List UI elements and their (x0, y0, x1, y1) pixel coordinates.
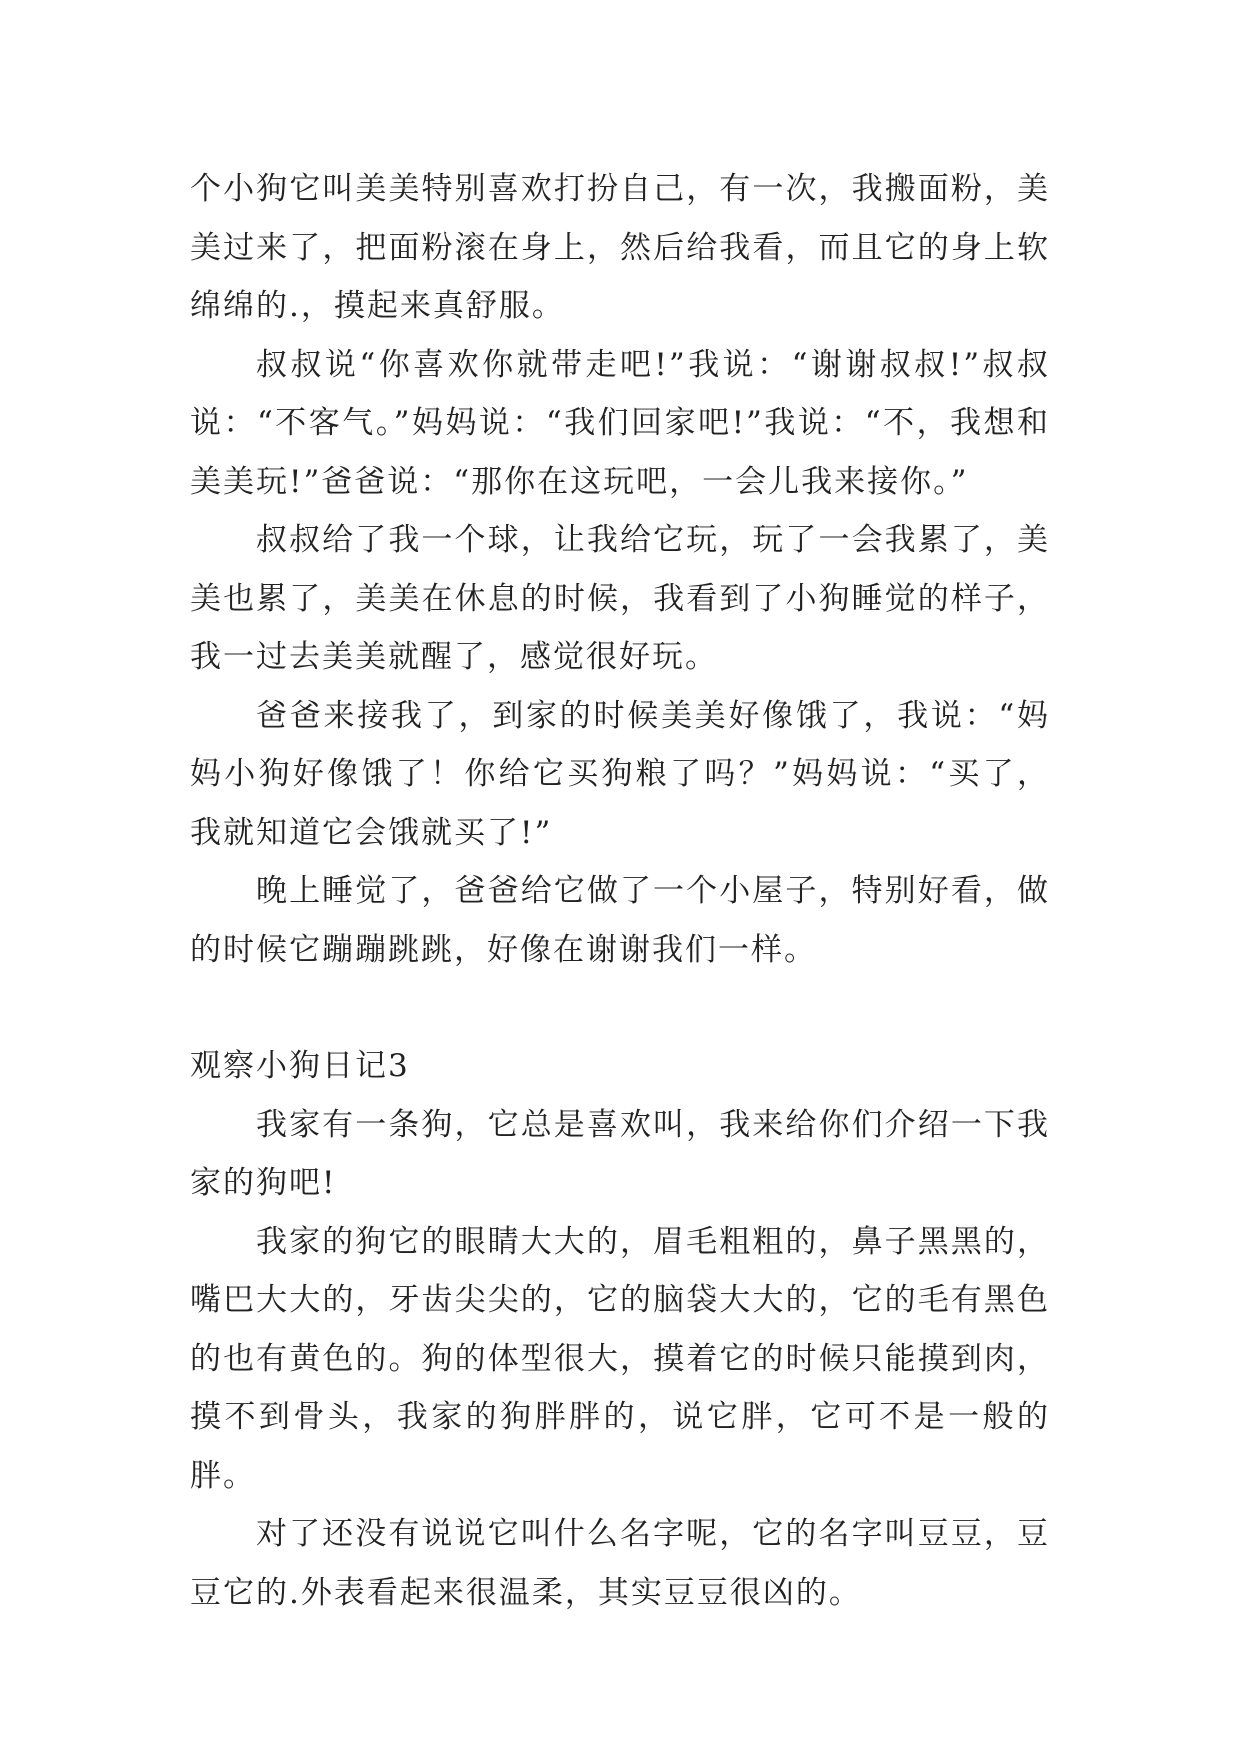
document-body (190, 160, 1050, 1622)
section-heading: 观察小狗日记3 (190, 1048, 410, 1084)
paragraph-little-house: 晚上睡觉了，爸爸给它做了一个小屋子，特别好看，做的时候它蹦蹦跳跳，好像在谢谢我们一样。 (190, 873, 1050, 968)
paragraph-intro-dog: 我家有一条狗，它总是喜欢叫，我来给你们介绍一下我家的狗吧! (190, 1106, 1050, 1201)
paragraph-dog-hungry: 爸爸来接我了，到家的时候美美好像饿了，我说：“妈妈小狗好像饿了！你给它买狗粮了吗？”妈妈说：“买了，我就知道它会饿就买了!” (190, 697, 1050, 851)
paragraph-dog-appearance: 我家的狗它的眼睛大大的，眉毛粗粗的，鼻子黑黑的，嘴巴大大的，牙齿尖尖的，它的脑袋大大的，它的毛有黑色的也有黄色的。狗的体型很大，摸着它的时候只能摸到肉，摸不到骨头，我家的狗胖胖的，说它胖，它可不是一般的胖。 (190, 1223, 1050, 1494)
paragraph-continuation: 个小狗它叫美美特别喜欢打扮自己，有一次，我搬面粉，美美过来了，把面粉滚在身上，然后给我看，而且它的身上软绵绵的.，摸起来真舒服。 (190, 171, 1050, 324)
section-spacer (190, 979, 1050, 1037)
paragraph-playing-ball: 叔叔给了我一个球，让我给它玩，玩了一会我累了，美美也累了，美美在休息的时候，我看到了小狗睡觉的样子，我一过去美美就醒了，感觉很好玩。 (190, 522, 1050, 675)
paragraph-dog-name: 对了还没有说说它叫什么名字呢，它的名字叫豆豆，豆豆它的.外表看起来很温柔，其实豆豆很凶的。 (190, 1516, 1050, 1611)
paragraph-uncle-dialogue: 叔叔说“你喜欢你就带走吧!”我说：“谢谢叔叔!”叔叔说：“不客气。”妈妈说：“我们回家吧!”我说：“不，我想和美美玩!”爸爸说：“那你在这玩吧，一会儿我来接你。” (190, 346, 1050, 500)
